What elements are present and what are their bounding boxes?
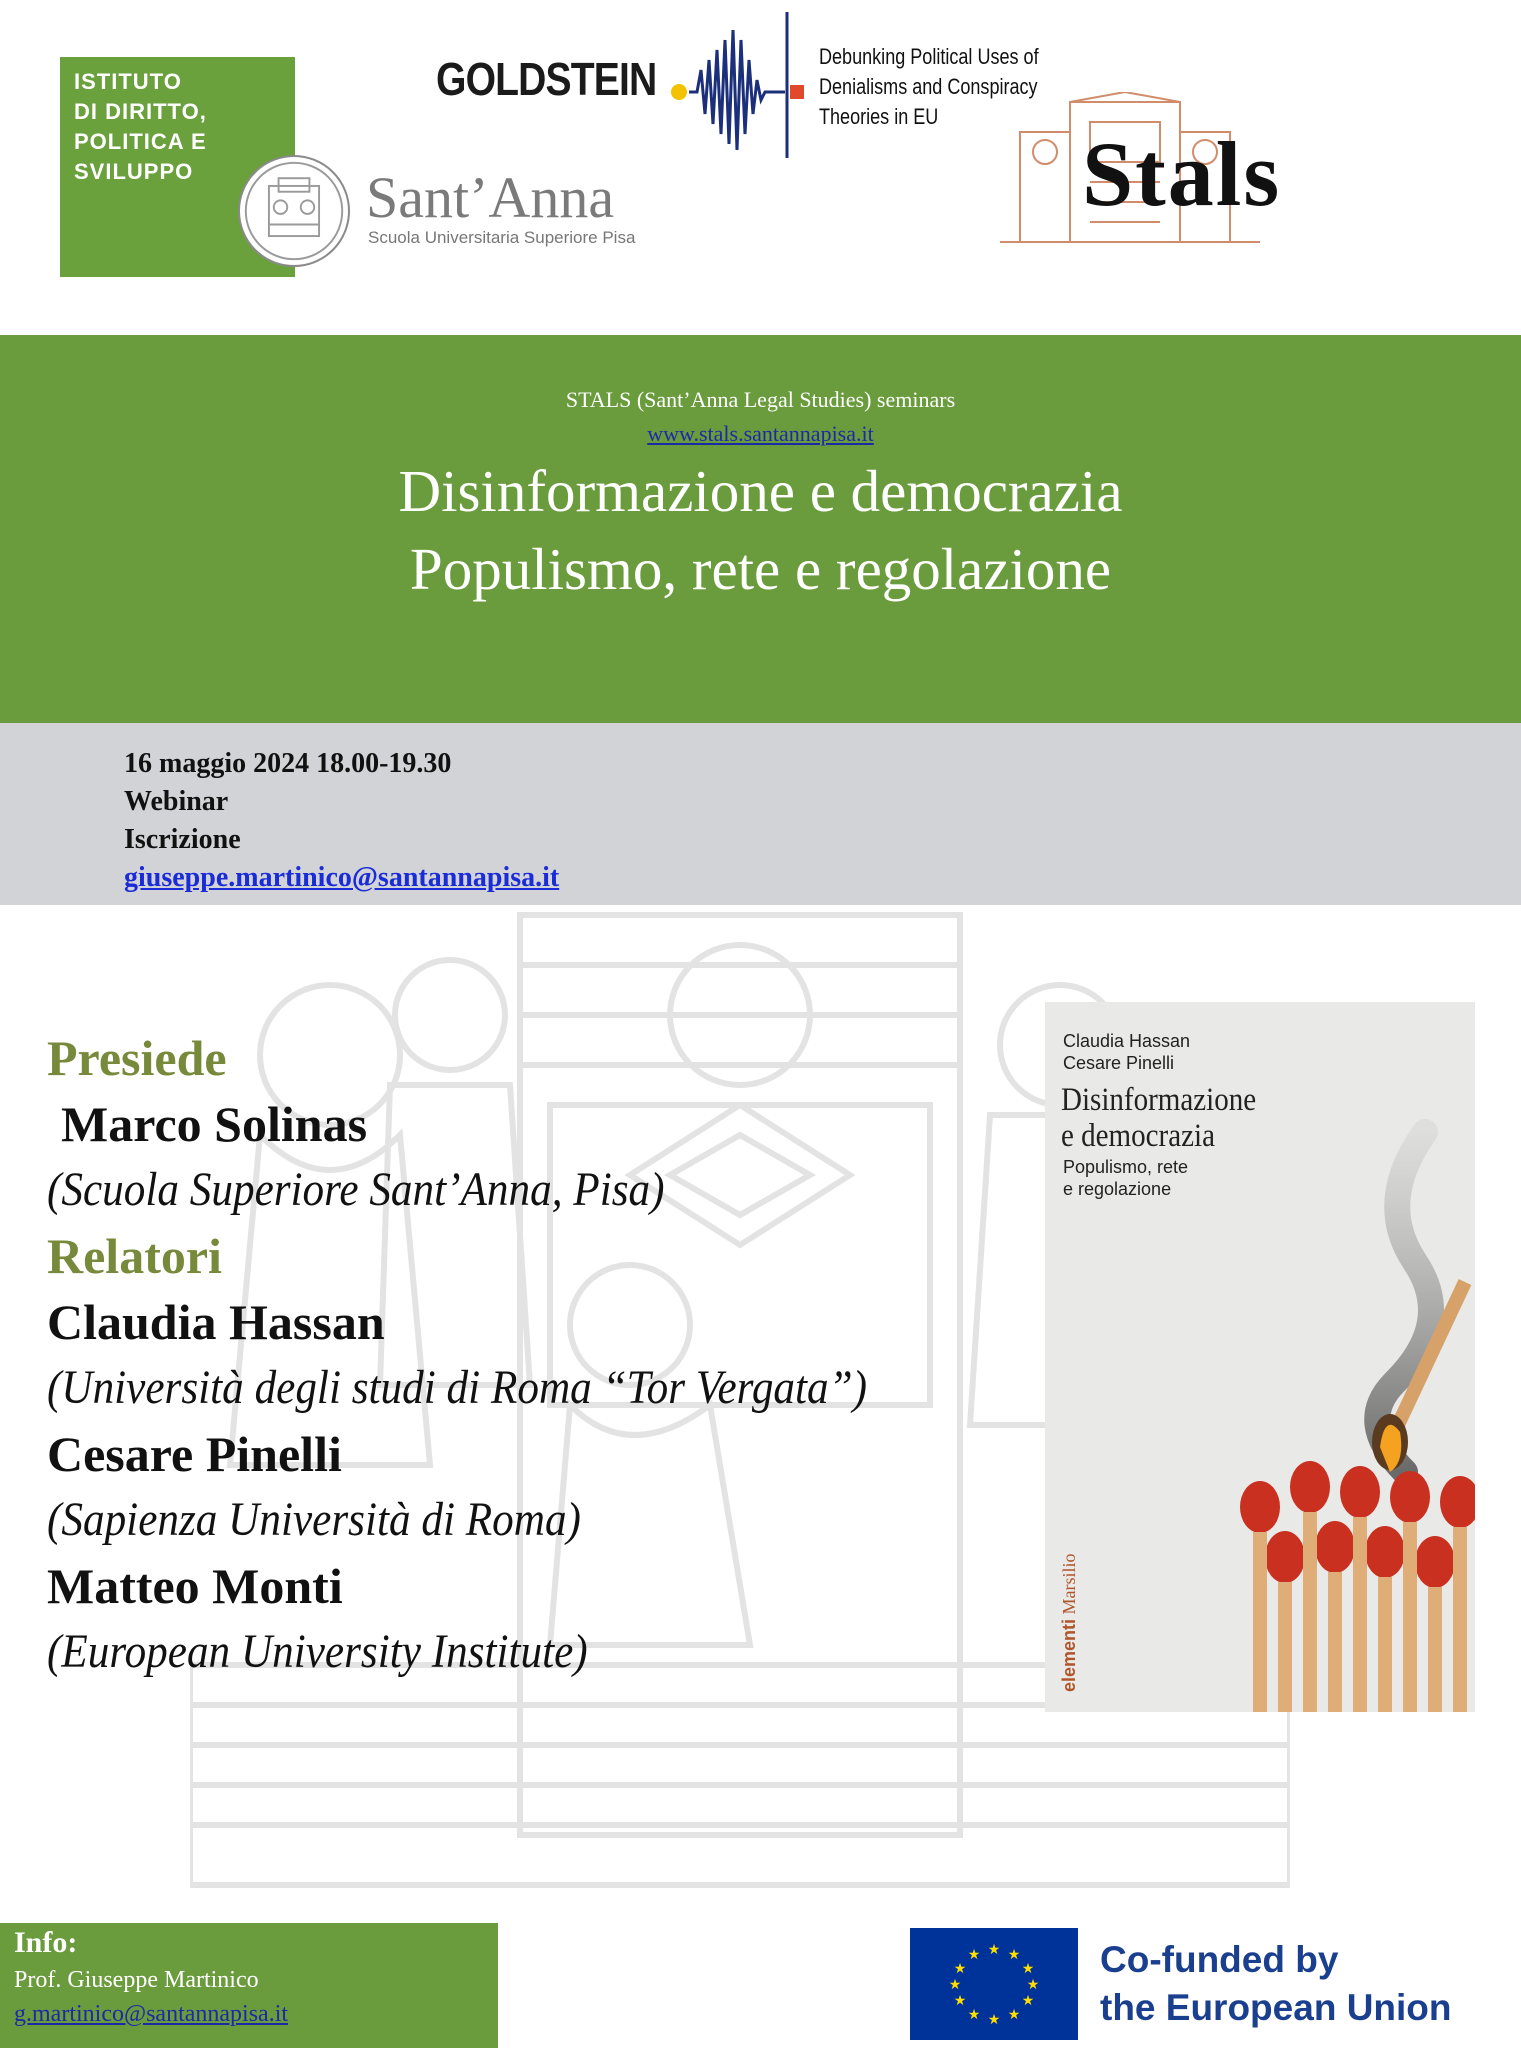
svg-text:★: ★ bbox=[1021, 1961, 1035, 1977]
university-seal-icon bbox=[238, 155, 350, 267]
svg-text:★: ★ bbox=[1007, 1947, 1021, 1963]
eu-cofunded bbox=[1100, 1936, 1452, 2032]
book-title-line: Disinformazione bbox=[1061, 1082, 1257, 1118]
event-title: Disinformazione e democrazia bbox=[398, 458, 1123, 524]
speaker-name: Matteo Monti bbox=[47, 1558, 343, 1614]
chair-heading: Presiede bbox=[47, 1030, 227, 1086]
contact-email-link[interactable]: g.martinico@santannapisa.it bbox=[14, 2001, 289, 2027]
info-label: Info: bbox=[14, 1926, 78, 1959]
book-author: Cesare Pinelli bbox=[1063, 1053, 1175, 1073]
svg-text:★: ★ bbox=[953, 1961, 967, 1977]
contact-name: Prof. Giuseppe Martinico bbox=[14, 1967, 259, 1993]
tagline-line: Denialisms and Conspiracy bbox=[819, 74, 1038, 99]
eu-line: the European Union bbox=[1100, 1987, 1452, 2028]
goldstein-name: GOLDSTEIN bbox=[436, 53, 657, 105]
book-authors bbox=[1063, 1030, 1190, 1074]
book-subtitle bbox=[1063, 1156, 1188, 1200]
svg-text:★: ★ bbox=[967, 2007, 981, 2023]
svg-text:★: ★ bbox=[1007, 2007, 1021, 2023]
book-subtitle-line: e regolazione bbox=[1063, 1179, 1172, 1199]
stals-website-link[interactable]: www.stals.santannapisa.it bbox=[647, 421, 874, 446]
eu-flag-icon bbox=[910, 1928, 1078, 2040]
svg-text:★: ★ bbox=[948, 1977, 962, 1993]
book-series: elementi bbox=[1059, 1618, 1079, 1692]
book-author: Claudia Hassan bbox=[1063, 1031, 1191, 1051]
university-name: Sant’Anna bbox=[366, 165, 615, 230]
seminar-series: STALS (Sant’Anna Legal Studies) seminars bbox=[565, 387, 956, 412]
speakers-heading: Relatori bbox=[47, 1228, 222, 1284]
svg-text:★: ★ bbox=[1021, 1993, 1035, 2009]
institute-line: DI DIRITTO, bbox=[74, 99, 207, 124]
speaker-affiliation: (European University Institute) bbox=[47, 1625, 588, 1678]
svg-text:★: ★ bbox=[987, 2012, 1001, 2028]
speaker-affiliation: (Università degli studi di Roma “Tor Vergata”) bbox=[47, 1361, 868, 1414]
svg-text:★: ★ bbox=[987, 1942, 1001, 1958]
event-format: Webinar bbox=[124, 786, 229, 817]
program bbox=[47, 1025, 1027, 1685]
svg-text:★: ★ bbox=[1026, 1977, 1040, 1993]
chair-name: Marco Solinas bbox=[61, 1096, 368, 1152]
tagline-line: Debunking Political Uses of bbox=[819, 44, 1039, 69]
institute-line: POLITICA E bbox=[74, 129, 207, 154]
institute-line: ISTITUTO bbox=[74, 69, 182, 94]
book-title bbox=[1061, 1082, 1256, 1154]
tagline-line: Theories in EU bbox=[819, 104, 939, 129]
registration-email-link[interactable]: giuseppe.martinico@santannapisa.it bbox=[124, 862, 560, 893]
book-cover bbox=[1045, 1002, 1475, 1712]
title-banner bbox=[0, 335, 1521, 723]
institute-line: SVILUPPO bbox=[74, 159, 194, 184]
svg-text:★: ★ bbox=[953, 1993, 967, 2009]
event-subtitle: Populismo, rete e regolazione bbox=[409, 536, 1112, 602]
speaker-name: Cesare Pinelli bbox=[47, 1426, 342, 1482]
university-subtitle: Scuola Universitaria Superiore Pisa bbox=[368, 228, 636, 247]
info-box bbox=[0, 1923, 498, 2048]
event-datetime: 16 maggio 2024 18.00-19.30 bbox=[124, 748, 452, 779]
book-title-line: e democrazia bbox=[1061, 1118, 1215, 1154]
registration-label: Iscrizione bbox=[124, 824, 241, 855]
event-details bbox=[0, 723, 1521, 905]
svg-text:★: ★ bbox=[967, 1947, 981, 1963]
goldstein-wave-icon bbox=[665, 10, 815, 160]
book-spine bbox=[1059, 1553, 1080, 1692]
speaker-name: Claudia Hassan bbox=[47, 1294, 385, 1350]
chair-affiliation: (Scuola Superiore Sant’Anna, Pisa) bbox=[47, 1163, 665, 1216]
book-publisher: Marsilio bbox=[1059, 1553, 1079, 1615]
stals-logo-text: Stals bbox=[1082, 123, 1282, 225]
eu-line: Co-funded by bbox=[1100, 1939, 1339, 1980]
speaker-affiliation: (Sapienza Università di Roma) bbox=[47, 1493, 581, 1546]
book-subtitle-line: Populismo, rete bbox=[1063, 1157, 1189, 1177]
